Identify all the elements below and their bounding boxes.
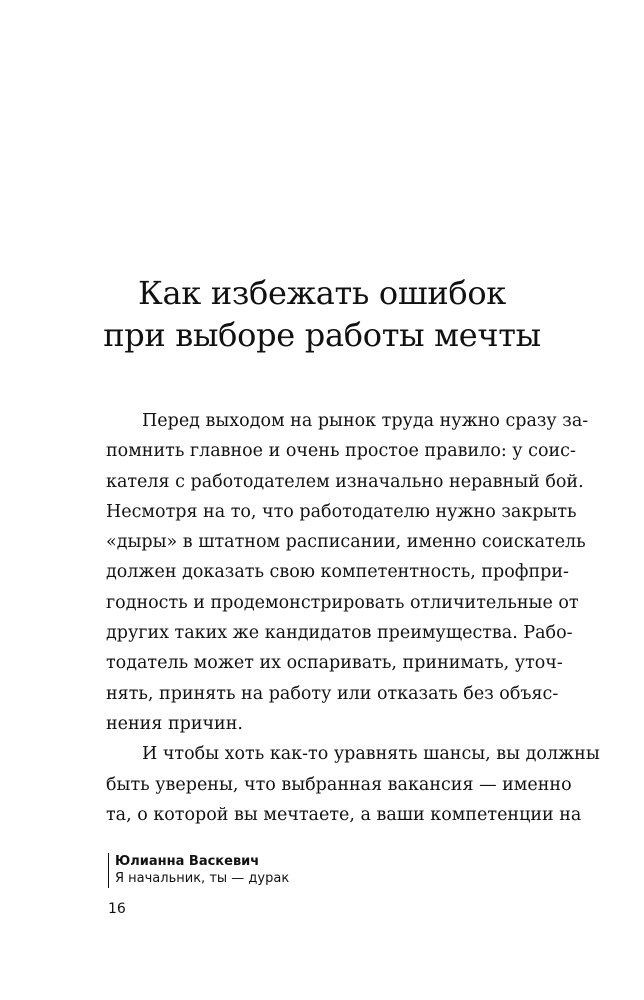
running-footer: [108, 853, 508, 888]
text-line: кателя с работодателем изначально неравный бой.: [106, 471, 584, 492]
text-line: должен доказать свою компетентность, профпри-: [106, 562, 569, 583]
paragraph: [106, 406, 589, 739]
text-line: нять, принять на работу или отказать без объяс-: [106, 683, 559, 704]
footer-book-title: Я начальник, ты — дурак: [115, 871, 290, 886]
body-text: [106, 406, 600, 830]
footer-author: Юлианна Васкевич: [115, 854, 260, 869]
text-line: Перед выходом на рынок труда нужно сразу за-: [142, 411, 589, 431]
text-line: Несмотря на то, что работодателю нужно закрыть: [106, 501, 577, 522]
text-line: тодатель может их оспаривать, принимать, уточ-: [106, 653, 563, 674]
text-line: «дыры» в штатном расписании, именно соискатель: [106, 532, 586, 553]
page-footer: [108, 853, 508, 918]
paragraph: [106, 739, 600, 830]
text-line: та, о которой вы мечтаете, а ваши компетенции на: [106, 804, 582, 825]
text-line: быть уверены, что выбранная вакансия — именно: [106, 774, 572, 795]
page-number: 16: [108, 901, 126, 917]
text-line: других таких же кандидатов преимущества. Рабо-: [106, 623, 573, 644]
text-line: И чтобы хоть как-то уравнять шансы, вы должны: [142, 744, 600, 765]
chapter-title-line: при выборе работы мечты: [103, 316, 541, 354]
text-line: годность и продемонстрировать отличительные от: [106, 592, 579, 613]
text-line: помнить главное и очень простое правило: у соис-: [106, 441, 576, 462]
chapter-title: [0, 272, 644, 356]
text-line: нения причин.: [106, 713, 243, 734]
chapter-title-line: Как избежать ошибок: [138, 274, 506, 312]
